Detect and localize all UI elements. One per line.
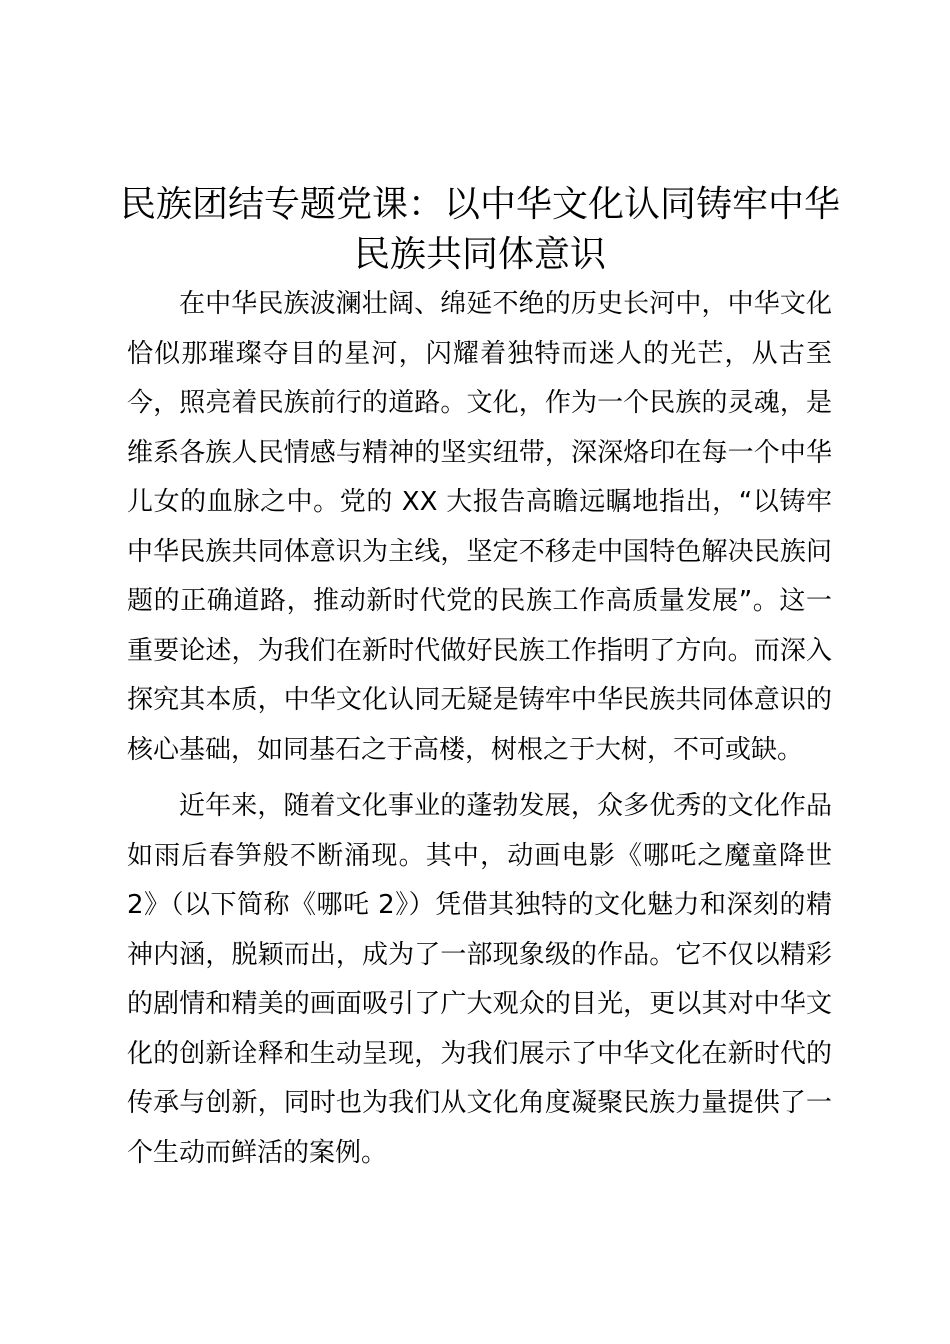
document-title	[100, 180, 860, 280]
title-line-1: 民族团结专题党课：以中华文化认同铸牢中华	[119, 184, 840, 225]
paragraph: 在中华民族波澜壮阔、绵延不绝的历史长河中，中华文化恰似那璀璨夺目的星河，闪耀着独特而迷人的光芒，从古至今，照亮着民族前行的道路。文化，作为一个民族的灵魂，是维系各族人民情感与精神的坚实纽带，深深烙印在每一个中华儿女的血脉之中。党的 XX 大报告高瞻远瞩地指出，“以铸牢中华民族共同体意识为主线，坚定不移走中国特色解决民族问题的正确道路，推动新时代党的民族工作高质量发展”。这一重要论述，为我们在新时代做好民族工作指明了方向。而深入探究其本质，中华文化认同无疑是铸牢中华民族共同体意识的核心基础，如同基石之于高楼，树根之于大树，不可或缺。	[127, 289, 832, 765]
paragraph: 近年来，随着文化事业的蓬勃发展，众多优秀的文化作品如雨后春笋般不断涌现。其中，动画电影《哪吒之魔童降世2》（以下简称《哪吒 2》）凭借其独特的文化魅力和深刻的精神内涵，脱颖而出，成为了一部现象级的作品。它不仅以精彩的剧情和精美的画面吸引了广大观众的目光，更以其对中华文化的创新诠释和生动呈现，为我们展示了中华文化在新时代的传承与创新，同时也为我们从文化角度凝聚民族力量提供了一个生动而鲜活的案例。	[127, 791, 832, 1168]
document-body	[127, 280, 832, 1178]
title-line-2: 民族共同体意识	[353, 234, 606, 275]
